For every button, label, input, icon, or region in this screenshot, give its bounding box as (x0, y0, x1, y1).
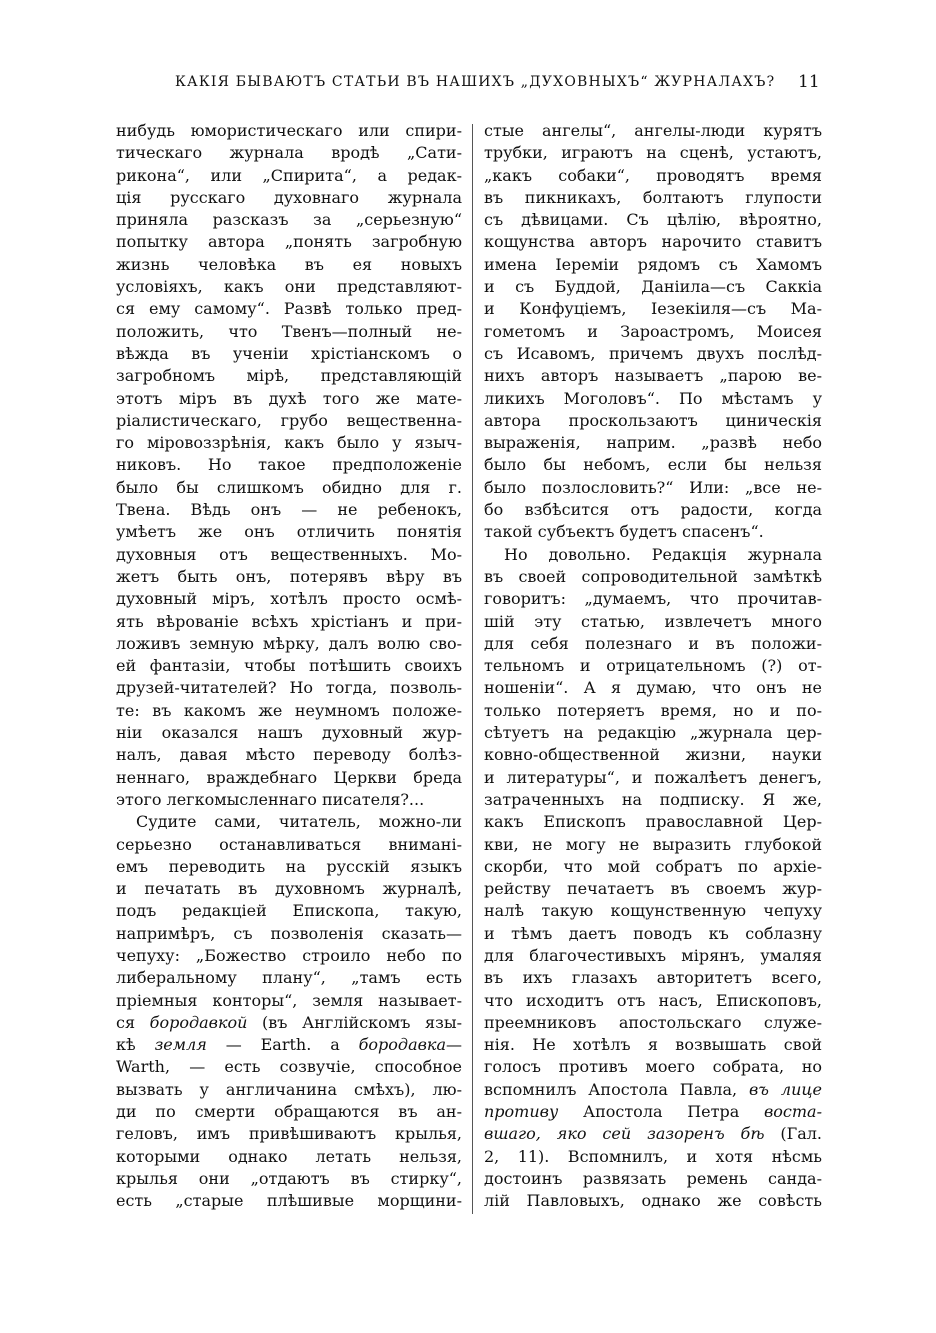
text-line: лій Павловыхъ, однако же совѣсть (484, 1191, 822, 1211)
text-line: духовный міръ, хотѣлъ просто осмѣ- (116, 589, 462, 609)
text-line (116, 1012, 462, 1034)
text-line: вызвать у англичанина смѣхъ), лю- (116, 1079, 462, 1099)
text-line: ніи оказался нашъ духовный жур- (116, 723, 462, 743)
text-line: нія. Не хотѣлъ я возвышать свой (484, 1035, 822, 1055)
text-line: затраченныхъ на подписку. Я же, (484, 789, 822, 809)
text-line: друзей-читателей? Но тогда, позволь- (116, 678, 462, 698)
text-line: ковно-общественной жизни, науки (484, 745, 822, 765)
text-line: гометомъ и Зароастромъ, Моисея (484, 321, 822, 341)
text-line: автора проскользаютъ циническія (484, 410, 822, 430)
page-number: 11 (798, 72, 820, 92)
text-line: напримѣръ, съ позволенія сказать— (116, 923, 462, 943)
text-line: загробномъ мірѣ, представляющій (116, 366, 462, 386)
text-line: неннаго, враждебнаго Церкви бреда (116, 767, 462, 787)
text-line: говоритъ: „думаемъ, что прочитав- (484, 589, 822, 609)
column-divider (472, 124, 473, 1214)
text-line: для себя полезнаго и въ положи- (484, 633, 822, 653)
text-line: такой субъектъ будетъ спасенъ“. (484, 522, 764, 542)
text-line: съ Исавомъ, причемъ двухъ послѣд- (484, 343, 822, 363)
text-line: что исходитъ отъ насъ, Епископовъ, (484, 990, 822, 1010)
text-line: умѣетъ же онъ отличить понятія (116, 522, 462, 542)
text-line: Твена. Вѣдь онъ — не ребенокъ, (116, 500, 462, 520)
italic-run: земля (154, 1035, 207, 1055)
text-line: вѣжда въ ученіи хрістіанскомъ о (116, 343, 462, 363)
text-line: сѣтуетъ на редакцію „журнала цер- (484, 723, 822, 743)
text-line: емъ переводить на русскій языкъ (116, 856, 462, 876)
text-run: вспомнилъ Апостола Павла, (484, 1079, 738, 1099)
text-line: и печатать въ духовномъ журналѣ, (116, 879, 462, 899)
text-line: ріалистическаго, грубо вещественна- (116, 410, 462, 430)
text-line: рейству печатаетъ въ своемъ жур- (484, 879, 822, 899)
text-line: приняла разсказъ за „серьезную“ (116, 210, 462, 230)
text-line: „какъ собаки“, проводятъ время (484, 165, 822, 185)
text-line: ди по смерти обращаются въ ан- (116, 1102, 462, 1122)
text-line: ся ему самому“. Развѣ только пред- (116, 299, 462, 319)
text-line: тическаго журнала вродѣ „Сати- (116, 143, 462, 163)
text-line: серьезно останавливаться внимані- (116, 834, 462, 854)
text-run: кѣ (116, 1035, 136, 1055)
text-line (116, 1034, 462, 1056)
text-line: имена Іереміи рядомъ съ Хамомъ (484, 254, 822, 274)
text-run: — Earth. а (225, 1035, 340, 1055)
text-line (484, 1101, 822, 1123)
text-line: попытку автора „понять загробную (116, 232, 462, 252)
text-line: было бы слишкомъ обидно для г. (116, 477, 462, 497)
text-line: достоинъ развязать ремень санда- (484, 1168, 822, 1188)
italic-run: бородавка (358, 1035, 447, 1055)
text-line: налѣ такую кощунственную чепуху (484, 901, 822, 921)
text-line: те: въ какомъ же неумномъ положе- (116, 700, 462, 720)
italic-run: бородавкой (149, 1012, 248, 1032)
text-line: этотъ міръ въ духѣ того же мате- (116, 388, 462, 408)
text-line: выраженія, наприм. „развѣ небо (484, 433, 822, 453)
text-line: никовъ. Но такое предположеніе (116, 455, 462, 475)
text-line: ложивъ земную мѣрку, далъ волю сво- (116, 633, 462, 653)
text-line: Судите сами, читатель, можно-ли (136, 812, 462, 832)
text-line: условіяхъ, какъ они представляют- (116, 277, 462, 297)
text-line: подъ редакціей Епископа, такую, (116, 901, 462, 921)
text-line: ять вѣрованіе всѣхъ хрістіанъ и при- (116, 611, 462, 631)
italic-run: въ лице (748, 1079, 822, 1099)
text-line: чепуху: „Божество строило небо по (116, 945, 462, 965)
text-line: либеральному плану“, „тамъ есть (116, 968, 462, 988)
text-line: кощунства авторъ нарочито ставитъ (484, 232, 822, 252)
text-run: (Гал. (780, 1124, 822, 1144)
text-line (484, 1123, 822, 1145)
italic-run: противу (484, 1102, 559, 1122)
text-line: 2, 11). Вспомнилъ, и хотя нѣсмь (484, 1146, 822, 1166)
text-line: трубки, играютъ на сценѣ, устаютъ, (484, 143, 822, 163)
italic-run: воста- (763, 1102, 822, 1122)
text-line: ція русскаго духовнаго журнала (116, 187, 462, 207)
italic-run: вшаго, (484, 1124, 541, 1144)
text-line: стые ангелы“, ангелы-люди курятъ (484, 121, 822, 140)
text-run: Апостола Петра (582, 1102, 740, 1122)
text-line: и тѣмъ даетъ поводъ къ соблазну (484, 923, 822, 943)
text-line: жизнь человѣка въ ея новыхъ (116, 254, 462, 274)
text-line: налъ, давая мѣсто переводу болѣз- (116, 745, 462, 765)
text-line: есть „старые плѣшивые морщини- (116, 1191, 462, 1211)
text-line: пріемныя конторы“, земля называет- (116, 990, 462, 1010)
text-line: геловъ, имъ привѣшиваютъ крылья, (116, 1124, 462, 1144)
text-line: тельномъ и отрицательномъ (?) от- (484, 656, 822, 676)
text-line: крылья они „отдаютъ въ стирку“, (116, 1168, 462, 1188)
text-run: (въ Англійскомъ язы- (262, 1012, 462, 1032)
text-line: въ своей сопроводительной замѣткѣ (484, 566, 822, 586)
text-line: положить, что Твенъ—полный не- (116, 321, 462, 341)
running-title: КАКІЯ БЫВАЮТЪ СТАТЬИ ВЪ НАШИХЪ „ДУХОВНЫХЪ“ ЖУРНАЛАХЪ? (175, 74, 776, 90)
left-column (116, 120, 462, 1213)
text-run: ся (116, 1012, 136, 1032)
text-line: и Конфуціемъ, Іезекіиля—съ Ма- (484, 299, 822, 319)
text-line: которыми однако летать нельзя, (116, 1146, 462, 1166)
text-line: нибудь юмористическаго или спири- (116, 121, 462, 140)
text-line: въ пикникахъ, болтаютъ глупости (484, 187, 822, 207)
text-line: шій эту статью, извлечетъ много (484, 611, 822, 631)
text-line: ликихъ Моголовъ“. По мѣстамъ у (484, 388, 822, 408)
text-line: и съ Буддой, Даніила—съ Саккіа (484, 277, 822, 297)
text-line: Но довольно. Редакція журнала (504, 544, 822, 564)
text-line: скорби, что мой собратъ по архіе- (484, 856, 822, 876)
text-line (484, 1079, 822, 1101)
text-line: рикона“, или „Спирита“, а редак- (116, 165, 462, 185)
text-line: и литературы“, и пожалѣетъ денегъ, (484, 767, 822, 787)
italic-run: яко сей зазоренъ бѣ (556, 1124, 765, 1144)
text-line: го міровоззрѣнія, какъ было у языч- (116, 433, 462, 453)
text-line: только потеряетъ время, но и по- (484, 700, 822, 720)
text-line: жетъ быть онъ, потерявъ вѣру въ (116, 566, 462, 586)
text-line: нихъ авторъ называетъ „парою ве- (484, 366, 822, 386)
text-line: голосъ противъ моего собрата, но (484, 1057, 822, 1077)
text-line: было позлословить?“ Или: „все не- (484, 477, 822, 497)
text-line: было бы небомъ, если бы нельзя (484, 455, 822, 475)
text-line: бо взбѣсится отъ радости, когда (484, 500, 822, 520)
text-line: духовныя отъ вещественныхъ. Мо- (116, 544, 462, 564)
text-line: для благочестивыхъ мірянъ, умаляя (484, 945, 822, 965)
text-line: съ дѣвицами. Съ цѣлію, вѣроятно, (484, 210, 822, 230)
text-line: ей фантазіи, чтобы потѣшить своихъ (116, 656, 462, 676)
text-line: преемниковъ апостольскаго служе- (484, 1012, 822, 1032)
text-line: въ ихъ глазахъ авторитетъ всего, (484, 968, 822, 988)
text-line: кви, не могу не выразить глубокой (484, 834, 822, 854)
text-line: Warth, — есть созвучіе, способное (116, 1057, 462, 1077)
text-line: этого легкомысленнаго писателя?... (116, 789, 425, 809)
text-run: — (446, 1035, 463, 1055)
text-line: какъ Епископъ православной Цер- (484, 812, 822, 832)
text-line: ношеніи“. А я думаю, что онъ не (484, 678, 822, 698)
right-column (484, 120, 822, 1213)
